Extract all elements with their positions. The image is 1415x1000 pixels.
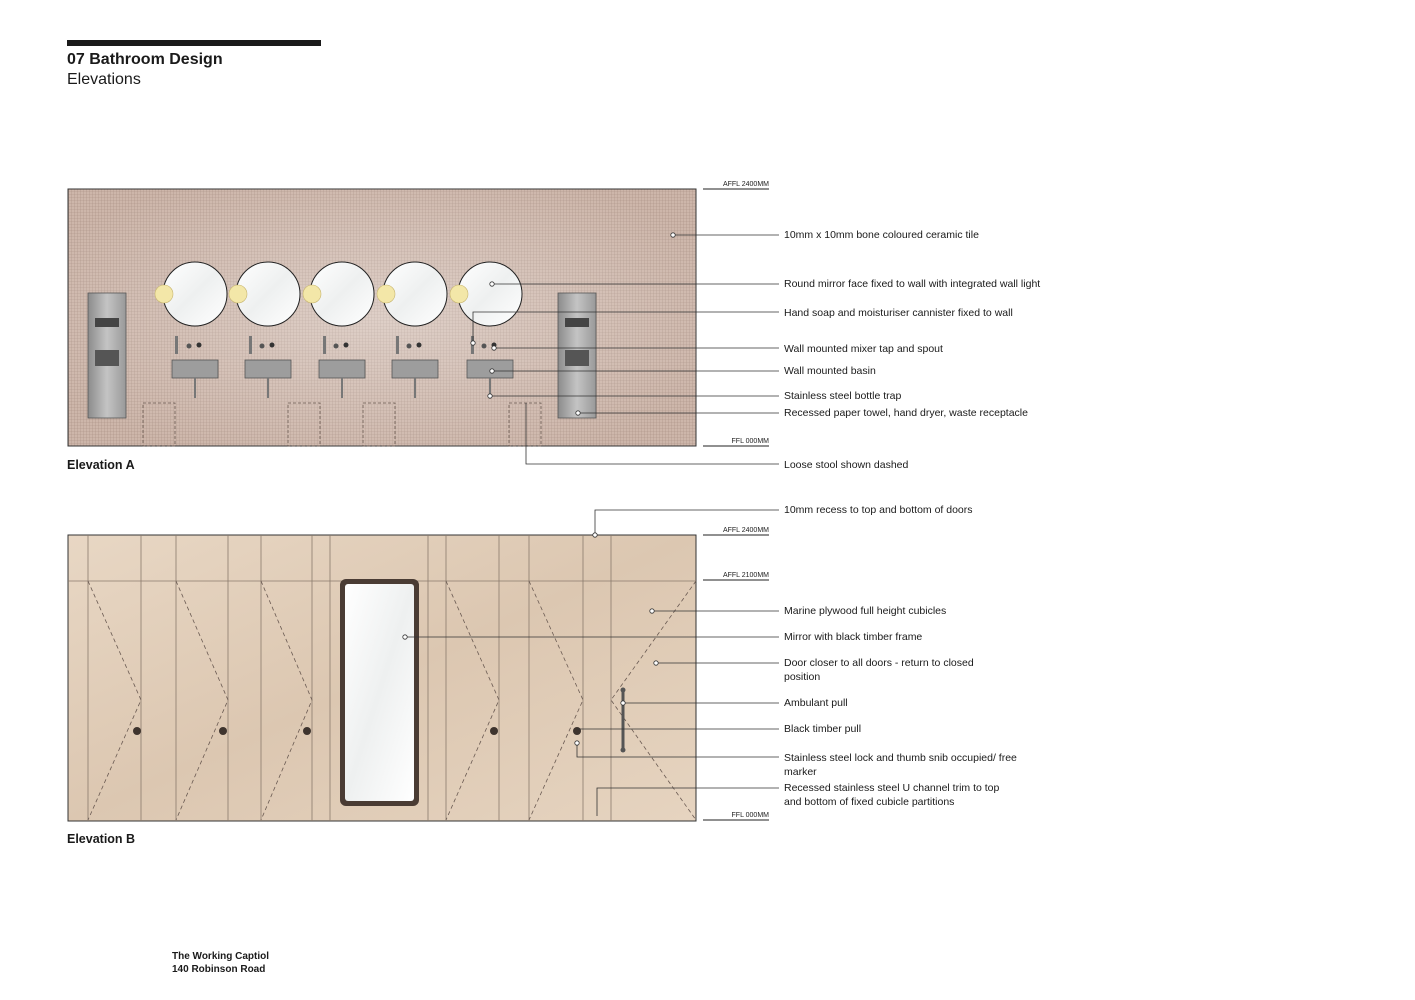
page-title: 07 Bathroom Design <box>67 51 223 68</box>
framed-mirror <box>340 579 419 806</box>
elevation-a-label: Elevation A <box>67 458 135 472</box>
callout-ceramic-tile: 10mm x 10mm bone coloured ceramic tile <box>784 229 979 241</box>
elevation-a-drawing <box>68 189 779 464</box>
callout-framed-mirror: Mirror with black timber frame <box>784 631 923 643</box>
level-label-b-bottom: FFL 000MM <box>731 812 769 819</box>
callout-door-recess: 10mm recess to top and bottom of doors <box>784 504 973 516</box>
callout-recessed-units: Recessed paper towel, hand dryer, waste receptacle <box>784 407 1028 419</box>
callout-bottle-trap: Stainless steel bottle trap <box>784 390 902 402</box>
level-label-a-bottom: FFL 000MM <box>731 438 769 445</box>
callout-round-mirror: Round mirror face fixed to wall with integrated wall light <box>784 278 1041 290</box>
callout-timber-pull: Black timber pull <box>784 723 862 735</box>
callout-u-channel: Recessed stainless steel U channel trim to top and bottom of fixed cubicle partitions <box>784 782 1000 808</box>
elevation-b-drawing <box>68 510 779 821</box>
callout-lock-snib: Stainless steel lock and thumb snib occupied/ free marker <box>784 752 1017 778</box>
callout-soap-cannister: Hand soap and moisturiser cannister fixed to wall <box>784 307 1013 319</box>
elevation-b-label: Elevation B <box>67 832 136 846</box>
dispenser-unit-left <box>88 293 126 418</box>
page-subtitle: Elevations <box>67 71 141 88</box>
footer-line-2: 140 Robinson Road <box>172 964 266 975</box>
level-label-b-top: AFFL 2400MM <box>722 527 769 534</box>
level-label-b-mid: AFFL 2100MM <box>722 572 769 579</box>
callout-loose-stool: Loose stool shown dashed <box>784 459 909 471</box>
footer-line-1: The Working Captiol <box>172 951 270 962</box>
callout-ambulant-pull: Ambulant pull <box>784 697 848 709</box>
callout-marine-plywood: Marine plywood full height cubicles <box>784 605 947 617</box>
callout-wall-basin: Wall mounted basin <box>784 365 876 377</box>
level-label-a-top: AFFL 2400MM <box>722 181 769 188</box>
callout-door-closer: Door closer to all doors - return to closed position <box>784 657 974 683</box>
footer-project <box>172 950 269 976</box>
callout-mixer-tap: Wall mounted mixer tap and spout <box>784 343 943 355</box>
